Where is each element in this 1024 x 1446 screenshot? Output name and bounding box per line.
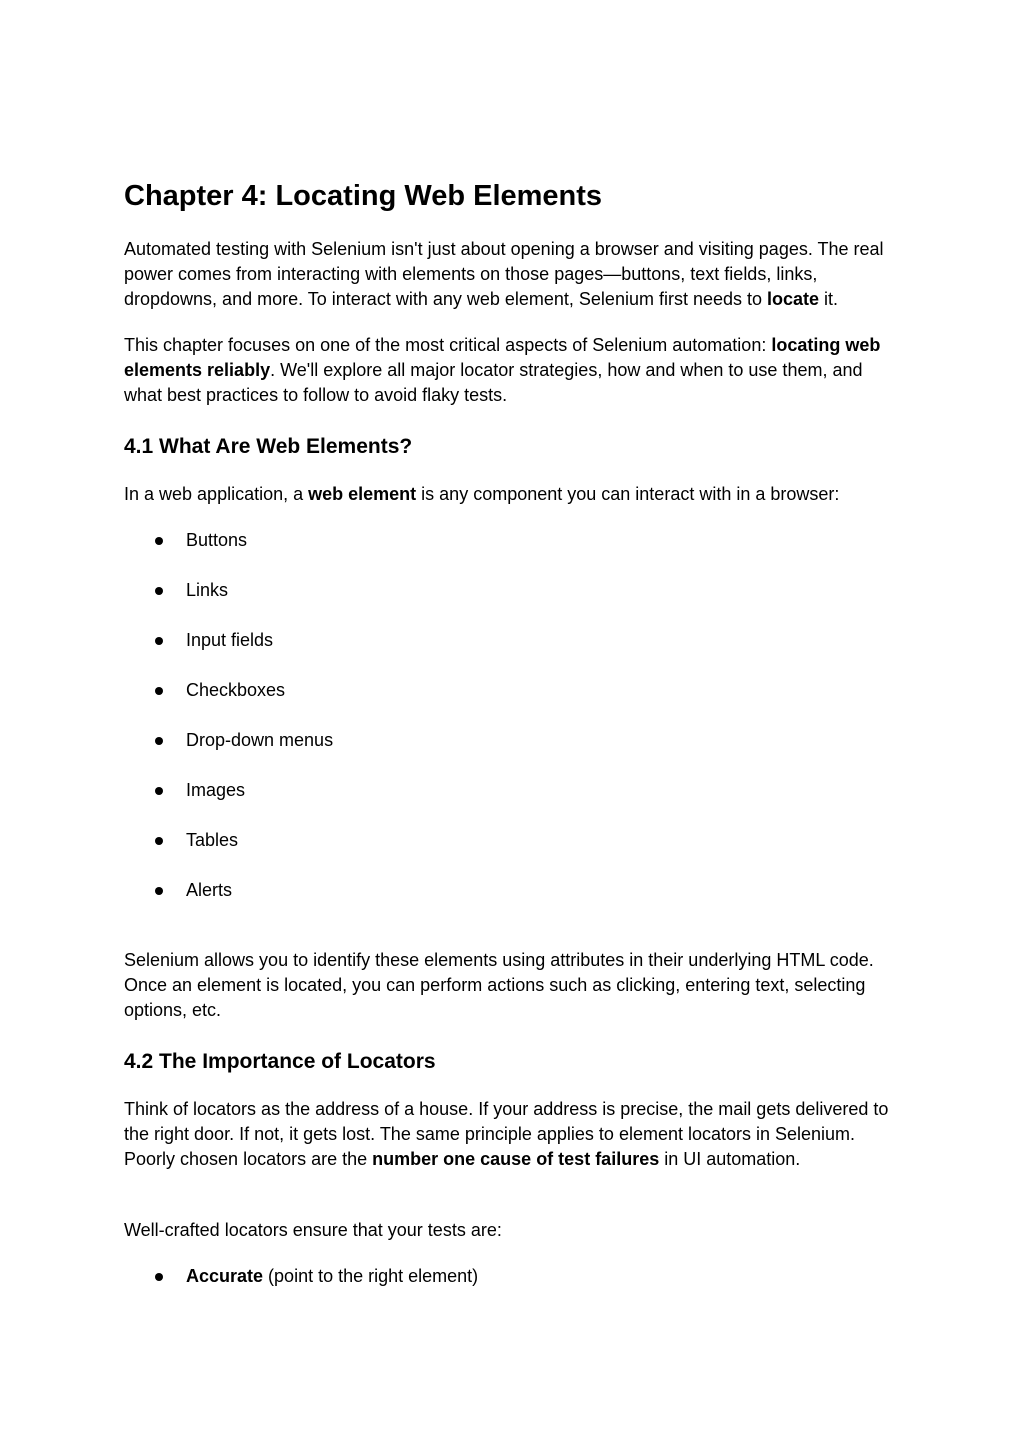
section-4-1-lead-after: is any component you can interact with in a browser: — [416, 484, 840, 504]
bullet-icon — [155, 737, 163, 745]
list-item — [124, 728, 899, 778]
list-item — [124, 528, 899, 578]
intro-p2-bold: locating web elements reliably — [124, 335, 881, 380]
list-item-text: (point to the right element) — [263, 1266, 479, 1286]
intro-p1-text-before: Automated testing with Selenium isn't just about opening a browser and visiting pages. The real power comes from interacting with elements on those pages—buttons, text fields, links, dropdowns, and more. To interact with any web element, Selenium first needs to — [124, 239, 884, 309]
section-4-1-closing: Selenium allows you to identify these elements using attributes in their underlying HTML code. Once an element is located, you can perform actions such as clicking, entering text, selecting options, etc. — [124, 950, 874, 1020]
list-item-label: Input fields — [186, 630, 274, 650]
section-4-2-paragraph — [124, 1097, 899, 1172]
bullet-icon — [155, 1273, 163, 1281]
intro-p2-text-before: This chapter focuses on one of the most critical aspects of Selenium automation: — [124, 335, 772, 355]
section-4-2-para-bold: number one cause of test failures — [372, 1149, 660, 1169]
list-item — [124, 578, 899, 628]
bullet-icon — [155, 687, 163, 695]
list-item-label: Tables — [186, 830, 239, 850]
section-4-1-lead — [124, 482, 899, 507]
intro-paragraph-1 — [124, 237, 899, 312]
section-4-2-lead: Well-crafted locators ensure that your tests are: — [124, 1220, 502, 1240]
list-item — [124, 778, 899, 828]
bullet-icon — [155, 587, 163, 595]
list-item — [124, 828, 899, 878]
locator-qualities-list — [124, 1264, 899, 1314]
list-item-label: Buttons — [186, 530, 248, 550]
list-item-label: Checkboxes — [186, 680, 286, 700]
intro-paragraph-2 — [124, 333, 899, 408]
intro-p1-text-after: it. — [819, 289, 839, 309]
list-item — [124, 678, 899, 728]
intro-p2-text-after: . We'll explore all major locator strategies, how and when to use them, and what best practices to follow to avoid flaky tests. — [124, 360, 863, 405]
list-item-label: Links — [186, 580, 229, 600]
bullet-icon — [155, 537, 163, 545]
section-4-2-para-after: in UI automation. — [659, 1149, 801, 1169]
web-elements-list — [124, 528, 899, 928]
intro-p1-bold: locate — [767, 289, 820, 309]
section-4-1-lead-before: In a web application, a — [124, 484, 309, 504]
chapter-title: Chapter 4: Locating Web Elements — [124, 180, 603, 212]
bullet-icon — [155, 887, 163, 895]
list-item-bold: Accurate — [186, 1266, 264, 1286]
list-item-label: Alerts — [186, 880, 233, 900]
section-4-1-lead-bold: web element — [308, 484, 417, 504]
list-item — [124, 1264, 899, 1314]
section-4-2-para-before: Think of locators as the address of a house. If your address is precise, the mail gets delivered to the right door. If not, it gets lost. The same principle applies to element locators in Selenium. Poorly chosen locators are the — [124, 1099, 889, 1169]
list-item — [124, 628, 899, 678]
bullet-icon — [155, 837, 163, 845]
bullet-icon — [155, 637, 163, 645]
list-item-label: Images — [186, 780, 246, 800]
section-4-2-heading: 4.2 The Importance of Locators — [124, 1050, 436, 1073]
list-item-label: Drop-down menus — [186, 730, 334, 750]
bullet-icon — [155, 787, 163, 795]
list-item — [124, 878, 899, 928]
section-4-1-heading: 4.1 What Are Web Elements? — [124, 435, 413, 458]
